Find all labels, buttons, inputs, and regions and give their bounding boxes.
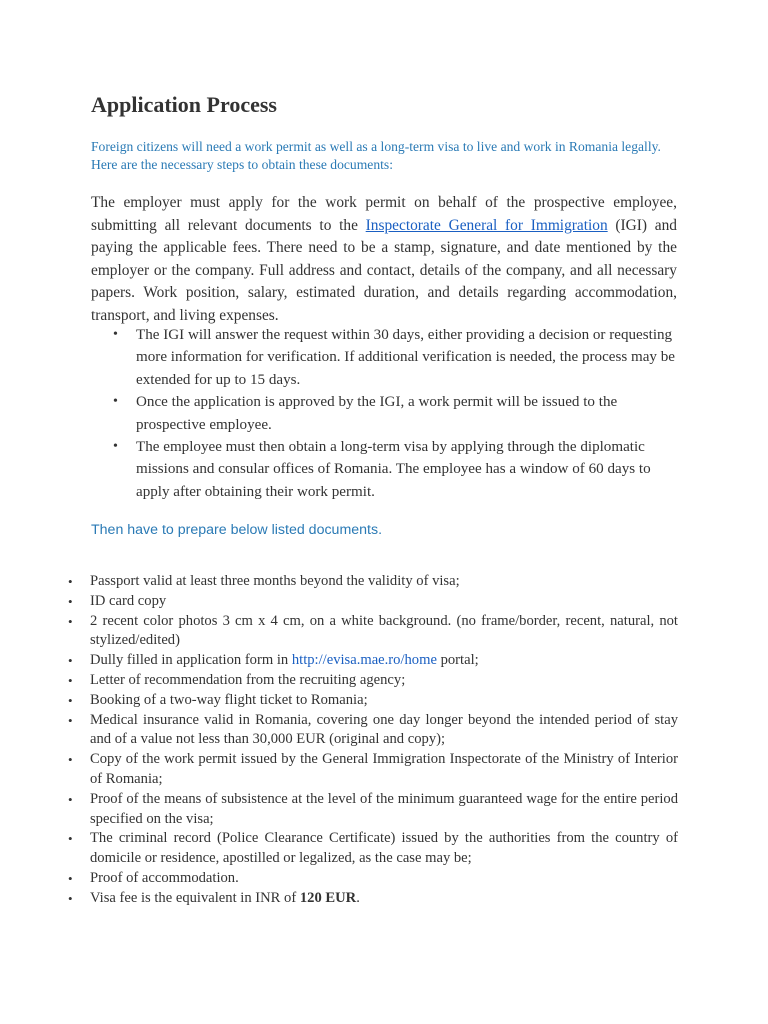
- page-title: Application Process: [91, 92, 277, 117]
- doc-item-accommodation: • Proof of accommodation.: [68, 869, 678, 889]
- step-item-response: • The IGI will answer the request within 30 days, either providing a decision or requesting more information for verification. If additional verification is needed, the process may be extended for up to 15 days.: [91, 324, 681, 391]
- doc-item-permit-copy: • Copy of the work permit issued by the General Immigration Inspectorate of the Ministry of Interior of Romania;: [68, 750, 678, 790]
- igi-link[interactable]: Inspectorate General for Immigration: [365, 216, 608, 234]
- paragraph-text-end: (IGI) and paying the applicable fees. There need to be a stamp, signature, and date mentioned by the employer or the company. Full address and contact, details of the company, and all necessary papers. Work position, salary, estimated duration, and details regarding accommodation, transport, and living expenses.: [91, 216, 677, 324]
- doc-item-photos: • 2 recent color photos 3 cm x 4 cm, on a white background. (no frame/border, recent, natural, not stylized/edited): [68, 612, 678, 652]
- doc-item-passport: • Passport valid at least three months beyond the validity of visa;: [68, 572, 678, 592]
- fee-text-start: Visa fee is the equivalent in INR of: [90, 889, 300, 906]
- doc-item-insurance: • Medical insurance valid in Romania, covering one day longer beyond the intended period of stay and of a value not less than 30,000 EUR (original and copy);: [68, 711, 678, 751]
- doc-item-visa-fee: [68, 889, 678, 909]
- doc-item-recommendation: • Letter of recommendation from the recruiting agency;: [68, 671, 678, 691]
- form-text-start: Dully filled in application form in: [90, 652, 292, 669]
- form-text-end: portal;: [436, 652, 479, 669]
- step-item-visa: • The employee must then obtain a long-term visa by applying through the diplomatic missions and consular offices of Romania. The employee has a window of 60 days to apply after obtaining their work permit.: [91, 436, 681, 503]
- doc-item-criminal-record: • The criminal record (Police Clearance Certificate) issued by the authorities from the country of domicile or residence, apostilled or legalized, as the case may be;: [68, 829, 678, 869]
- doc-item-application-form: [68, 651, 678, 671]
- steps-list: [91, 324, 681, 503]
- doc-item-subsistence: • Proof of the means of subsistence at the level of the minimum guaranteed wage for the entire period specified on the visa;: [68, 790, 678, 830]
- intro-text: Foreign citizens will need a work permit as well as a long-term visa to live and work in Romania legally. Here are the necessary steps to obtain these documents:: [91, 139, 661, 172]
- paragraph-text-start: The employer must apply for the work permit on behalf of the prospective employee, submitting all relevant documents to the: [91, 194, 677, 234]
- fee-amount: 120 EUR: [299, 889, 357, 906]
- doc-item-flight: • Booking of a two-way flight ticket to Romania;: [68, 691, 678, 711]
- step-item-approval: • Once the application is approved by the IGI, a work permit will be issued to the prospective employee.: [91, 391, 681, 436]
- documents-list: [68, 572, 678, 909]
- evisa-link[interactable]: http://evisa.mae.ro/home: [291, 652, 437, 669]
- fee-text-end: .: [356, 889, 360, 906]
- employer-paragraph: [91, 192, 677, 328]
- documents-heading: Then have to prepare below listed documents.: [91, 522, 383, 538]
- doc-item-id-card: • ID card copy: [68, 592, 678, 612]
